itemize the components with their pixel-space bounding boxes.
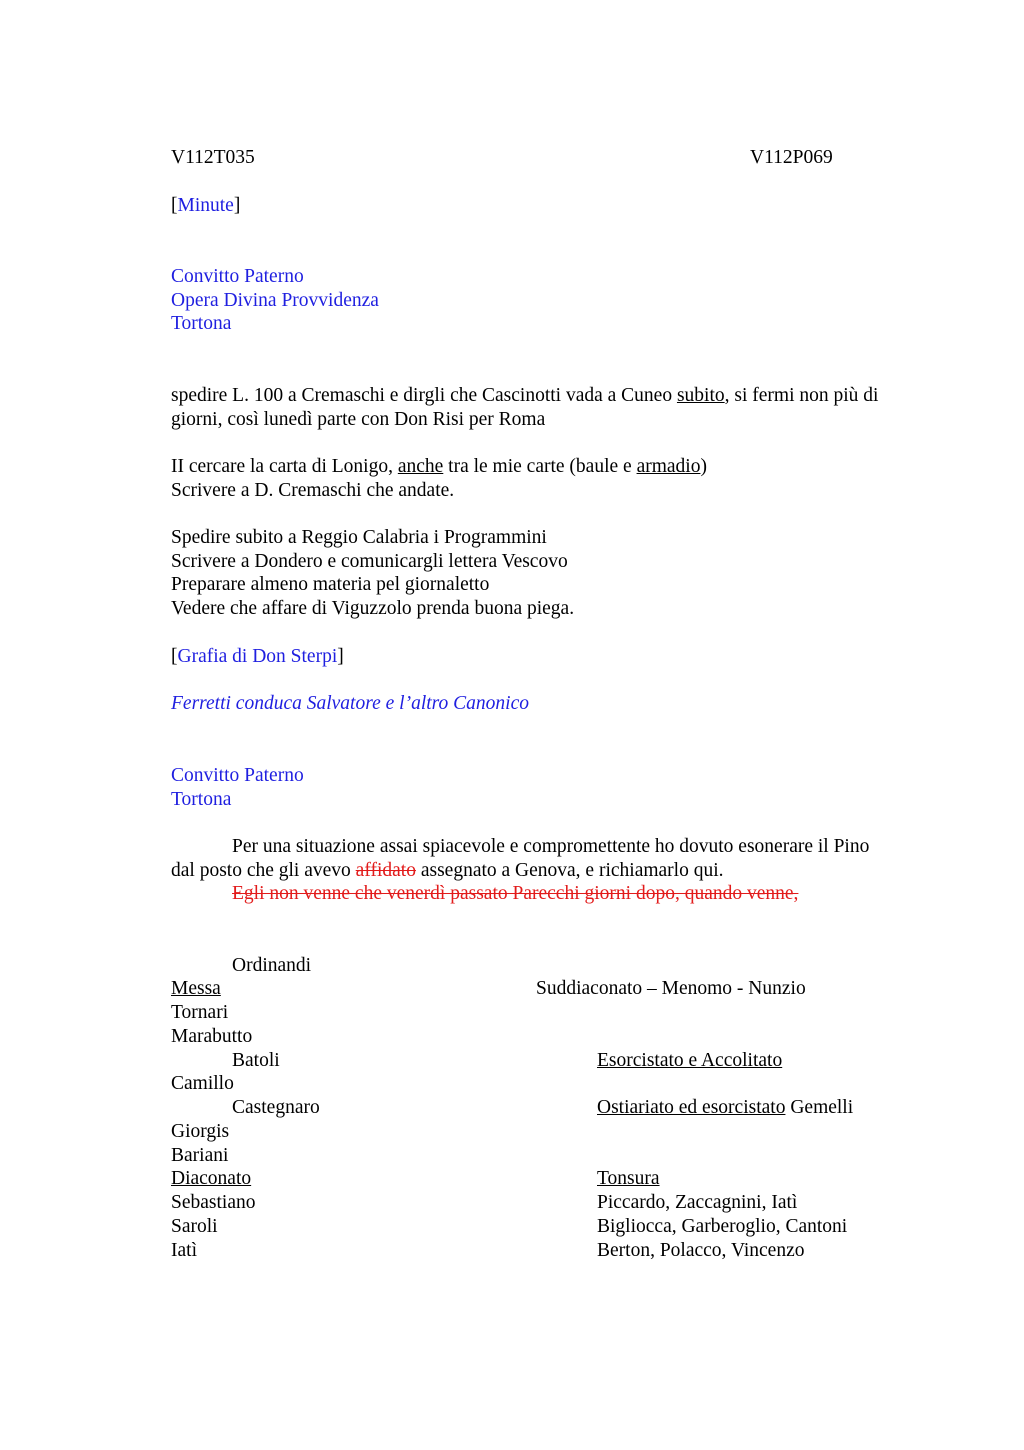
list-item: Marabutto xyxy=(171,1026,253,1047)
list-item: Batoli xyxy=(232,1050,280,1071)
list-item: Iatì xyxy=(171,1240,197,1261)
heading-esorcistato: Esorcistato e Accolitato xyxy=(597,1050,783,1071)
document-code-right: V112P069 xyxy=(750,147,833,168)
list-item: Camillo xyxy=(171,1073,234,1094)
section-label-minute: [Minute] xyxy=(171,195,241,216)
italic-note: Ferretti conduca Salvatore e l’altro Canonico xyxy=(171,693,529,714)
list-item: Castegnaro xyxy=(232,1097,320,1118)
address-line: Opera Divina Provvidenza xyxy=(171,289,379,311)
document-code-left: V112T035 xyxy=(171,147,255,168)
list-item: Sebastiano xyxy=(171,1192,256,1213)
list-item: Giorgis xyxy=(171,1121,230,1142)
address-block-2 xyxy=(171,764,304,811)
note-line: Vedere che affare di Viguzzolo prenda buona piega. xyxy=(171,597,575,619)
address-line: Convitto Paterno xyxy=(171,765,304,786)
note-line: Spedire subito a Reggio Calabria i Programmini xyxy=(171,527,547,548)
ordinandi-title: Ordinandi xyxy=(232,955,312,976)
section-label-grafia: [Grafia di Don Sterpi] xyxy=(171,646,344,667)
tonsura-names: Bigliocca, Garberoglio, Cantoni xyxy=(597,1216,848,1237)
list-item: Tornari xyxy=(171,1002,229,1023)
tonsura-names: Berton, Polacco, Vincenzo xyxy=(597,1240,805,1261)
tonsura-names: Piccardo, Zaccagnini, Iatì xyxy=(597,1192,798,1213)
address-line: Tortona xyxy=(171,313,232,335)
heading-diaconato: Diaconato xyxy=(171,1168,252,1189)
letter-paragraph: Per una situazione assai spiacevole e compromettente ho dovuto esonerare il Pino dal posto che gli avevo affidato assegnato a Genova, e richiamarlo qui. Egli non venne che venerdì passato Parecchi giorni dopo, quando venne, xyxy=(171,836,870,905)
address-block-1 xyxy=(171,265,379,336)
list-item: Bariani xyxy=(171,1145,229,1166)
heading-tonsura: Tonsura xyxy=(597,1168,660,1189)
heading-messa: Messa xyxy=(171,978,221,999)
note-line: Scrivere a Dondero e comunicargli lettera Vescovo xyxy=(171,550,568,572)
note-line: Preparare almeno materia pel giornaletto xyxy=(171,574,490,596)
address-line: Tortona xyxy=(171,788,232,810)
note-paragraph-1: spedire L. 100 a Cremaschi e dirgli che Cascinotti vada a Cuneo subito, si fermi non più di giorni, così lunedì parte con Don Risi per Roma xyxy=(171,385,879,430)
ostiariato-line: Ostiariato ed esorcistato Gemelli xyxy=(597,1097,854,1118)
note-paragraph-2: II cercare la carta di Lonigo, anche tra le mie carte (baule e armadio) Scrivere a D. Cremaschi che andate. xyxy=(171,456,707,501)
address-line: Convitto Paterno xyxy=(171,266,304,287)
list-item: Saroli xyxy=(171,1216,218,1237)
suddiaconato-line: Suddiaconato – Menomo - Nunzio xyxy=(536,978,806,999)
deleted-line: Egli non venne che venerdì passato Parecchi giorni dopo, quando venne, xyxy=(232,883,799,905)
note-paragraph-3 xyxy=(171,526,574,620)
